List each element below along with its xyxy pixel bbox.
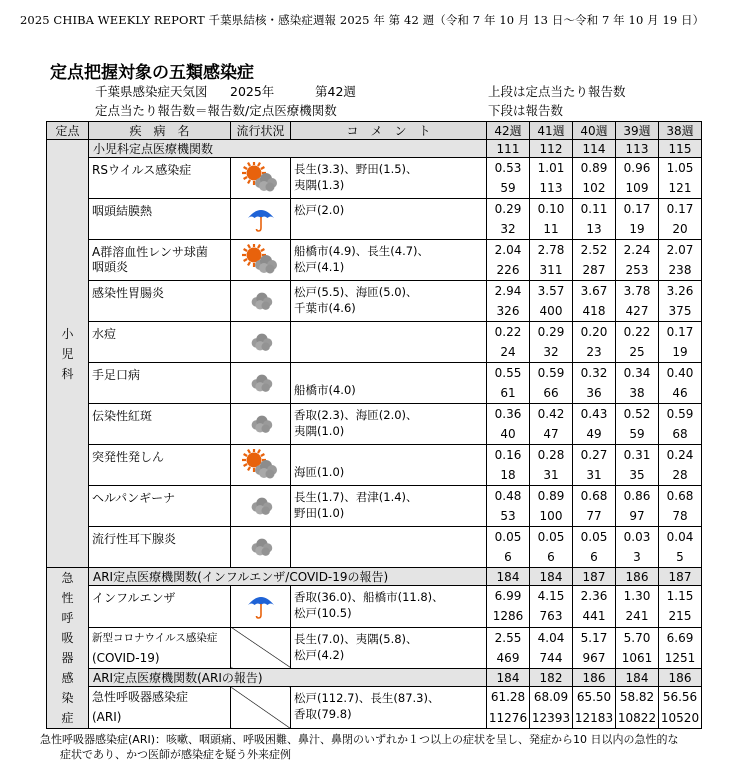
disease-name-text: 感染性胃腸炎 (92, 286, 165, 300)
rate-value: 61.28 (487, 687, 530, 709)
count-value: 23 (573, 343, 616, 363)
rate-value: 0.89 (530, 486, 573, 507)
count-value: 6 (573, 548, 616, 568)
disease-row (47, 486, 702, 507)
count-value: 53 (487, 507, 530, 527)
status-cell (231, 322, 291, 363)
rate-value: 0.32 (573, 363, 616, 384)
comment-line: 長生(3.3)、野田(1.5)、 (294, 162, 418, 176)
umbrella-icon (245, 204, 277, 234)
count-value: 238 (659, 261, 702, 281)
sentinel-group-label (47, 568, 89, 729)
disease-name (89, 627, 231, 669)
count-value: 113 (530, 179, 573, 199)
rate-value: 0.68 (659, 486, 702, 507)
section-label: ARI定点医療機関数(インフルエンザ/COVID-19の報告) (89, 568, 487, 586)
status-cell (231, 158, 291, 199)
rate-value: 3.78 (616, 281, 659, 302)
sun-cloud-icon (242, 244, 280, 276)
count-value: 3 (616, 548, 659, 568)
section-site-count: 184 (616, 669, 659, 687)
count-value: 6 (530, 548, 573, 568)
comment-cell (291, 687, 487, 729)
rate-value: 2.55 (487, 627, 530, 649)
col-sentinel: 定点 (47, 122, 89, 140)
count-value: 400 (530, 302, 573, 322)
disease-name (89, 445, 231, 486)
count-value: 12393 (530, 709, 573, 729)
rate-value: 0.17 (659, 322, 702, 343)
count-value: 469 (487, 649, 530, 669)
disease-name (89, 322, 231, 363)
count-value: 61 (487, 384, 530, 404)
comment-cell (291, 527, 487, 568)
col-week-40: 40週 (573, 122, 616, 140)
sun-cloud-icon (242, 162, 280, 194)
count-value: 47 (530, 425, 573, 445)
year-label: 2025年 (230, 84, 275, 99)
count-value: 375 (659, 302, 702, 322)
comment-line: 香取(79.8) (294, 707, 352, 722)
comment-line: 松戸(4.2) (294, 647, 345, 662)
rate-value: 0.17 (616, 199, 659, 220)
weather-map-label: 千葉県感染症天気図 (95, 84, 208, 99)
rate-value: 0.59 (530, 363, 573, 384)
disease-row (47, 445, 702, 466)
count-value: 6 (487, 548, 530, 568)
count-value: 78 (659, 507, 702, 527)
rate-value: 0.68 (573, 486, 616, 507)
week-label: 第42週 (315, 84, 356, 99)
rate-value: 4.04 (530, 627, 573, 649)
section-label: 小児科定点医療機関数 (89, 140, 487, 158)
count-value: 967 (573, 649, 616, 669)
group-char: 症 (61, 711, 74, 725)
status-cell (231, 586, 291, 628)
status-cell (231, 687, 291, 729)
disease-name-line: 咽頭炎 (92, 260, 129, 274)
rate-value: 1.01 (530, 158, 573, 179)
rate-value: 3.26 (659, 281, 702, 302)
rate-value: 0.43 (573, 404, 616, 425)
disease-name (89, 687, 231, 729)
col-comment: コ メ ン ト (291, 122, 487, 140)
rate-value: 2.78 (530, 240, 573, 261)
count-value: 1286 (487, 607, 530, 627)
section-site-count: 184 (487, 669, 530, 687)
group-char: 呼 (61, 611, 74, 625)
count-value: 31 (530, 466, 573, 486)
group-char: 小 (61, 326, 74, 341)
rate-value: 3.57 (530, 281, 573, 302)
comment-line: 松戸(2.0) (294, 203, 345, 217)
disease-name (89, 363, 231, 404)
section-site-count: 184 (487, 568, 530, 586)
count-value: 59 (616, 425, 659, 445)
section-site-count: 187 (659, 568, 702, 586)
rate-value: 0.05 (573, 527, 616, 548)
count-value: 19 (616, 220, 659, 240)
disease-row (47, 158, 702, 179)
disease-row (47, 586, 702, 608)
comment-line: 長生(7.0)、夷隅(5.8)、 (294, 631, 418, 646)
rate-value: 5.70 (616, 627, 659, 649)
disease-name-line: A群溶血性レンサ球菌 (92, 245, 208, 259)
section-site-count: 187 (573, 568, 616, 586)
section-site-count: 112 (530, 140, 573, 158)
disease-row (47, 687, 702, 709)
rate-value: 0.04 (659, 527, 702, 548)
count-value: 19 (659, 343, 702, 363)
disease-name-sub: (COVID-19) (92, 650, 160, 665)
rate-value: 0.40 (659, 363, 702, 384)
rate-value: 0.36 (487, 404, 530, 425)
rate-value: 58.82 (616, 687, 659, 709)
disease-row (47, 322, 702, 343)
comment-cell (291, 627, 487, 669)
status-cell (231, 486, 291, 527)
status-cell (231, 199, 291, 240)
comment-cell (291, 199, 487, 240)
report-header: 2025 CHIBA WEEKLY REPORT 千葉県結核・感染症週報 2025 年 第 42 週（令和 7 年 10 月 13 日～令和 7 年 10 月 19 日） (20, 13, 705, 27)
disease-name (89, 158, 231, 199)
rate-value: 0.29 (530, 322, 573, 343)
rate-value: 0.42 (530, 404, 573, 425)
count-value: 28 (659, 466, 702, 486)
rate-value: 0.31 (616, 445, 659, 466)
count-value: 46 (659, 384, 702, 404)
rate-value: 0.11 (573, 199, 616, 220)
count-value: 226 (487, 261, 530, 281)
upper-note: 上段は定点当たり報告数 (488, 84, 626, 99)
group-char: 器 (61, 651, 74, 665)
rate-value: 1.05 (659, 158, 702, 179)
status-cell (231, 240, 291, 281)
comment-cell (291, 322, 487, 363)
disease-name-text: 咽頭結膜熱 (92, 204, 153, 218)
disease-name (89, 486, 231, 527)
group-char: 性 (61, 591, 74, 605)
rate-value: 0.10 (530, 199, 573, 220)
rate-value: 0.53 (487, 158, 530, 179)
disease-name-text: インフルエンザ (92, 591, 176, 605)
rate-value: 65.50 (573, 687, 616, 709)
rate-value: 68.09 (530, 687, 573, 709)
rate-value: 0.29 (487, 199, 530, 220)
status-cell (231, 627, 291, 669)
count-value: 287 (573, 261, 616, 281)
cloud-icon (246, 287, 276, 315)
disease-name-text: 新型コロナウイルス感染症 (92, 631, 218, 644)
count-value: 10520 (659, 709, 702, 729)
comment-line: 香取(36.0)、船橋市(11.8)、 (294, 590, 444, 604)
rate-value: 0.28 (530, 445, 573, 466)
col-status: 流行状況 (231, 122, 291, 140)
rate-value: 0.22 (487, 322, 530, 343)
comment-cell (291, 363, 487, 404)
count-value: 66 (530, 384, 573, 404)
comment-line: 船橋市(4.9)、長生(4.7)、 (294, 244, 430, 258)
lower-note: 下段は報告数 (488, 103, 564, 118)
rate-value: 6.99 (487, 586, 530, 608)
rate-value: 2.04 (487, 240, 530, 261)
comment-cell (291, 586, 487, 628)
disease-name (89, 240, 231, 281)
comment-line (294, 366, 483, 382)
section-site-count: 114 (573, 140, 616, 158)
count-value: 102 (573, 179, 616, 199)
weekly-report-table (46, 121, 702, 729)
disease-row (47, 363, 702, 384)
comment-line (294, 448, 483, 464)
comment-line: 松戸(5.5)、海匝(5.0)、 (294, 285, 418, 299)
section-row (47, 568, 702, 586)
count-value: 427 (616, 302, 659, 322)
rate-value: 56.56 (659, 687, 702, 709)
count-value: 10822 (616, 709, 659, 729)
disease-row (47, 281, 702, 302)
disease-name-text: RSウイルス感染症 (92, 163, 192, 177)
page-title: 定点把握対象の五類感染症 (50, 63, 254, 83)
count-value: 109 (616, 179, 659, 199)
comment-line: 海匝(1.0) (294, 465, 345, 479)
section-site-count: 184 (530, 568, 573, 586)
count-value: 36 (573, 384, 616, 404)
disease-row (47, 627, 702, 649)
disease-name-text: 伝染性紅斑 (92, 409, 153, 423)
rate-value: 0.16 (487, 445, 530, 466)
count-value: 763 (530, 607, 573, 627)
disease-name-text: 流行性耳下腺炎 (92, 532, 177, 546)
count-value: 253 (616, 261, 659, 281)
comment-cell (291, 240, 487, 281)
count-value: 32 (530, 343, 573, 363)
disease-name (89, 199, 231, 240)
section-site-count: 113 (616, 140, 659, 158)
section-row (47, 669, 702, 687)
disease-name (89, 281, 231, 322)
section-row (47, 140, 702, 158)
count-value: 35 (616, 466, 659, 486)
umbrella-icon (245, 591, 277, 621)
cloud-icon (246, 533, 276, 561)
disease-name-sub: (ARI) (92, 710, 122, 725)
count-value: 11276 (487, 709, 530, 729)
count-value: 100 (530, 507, 573, 527)
comment-line: 香取(2.3)、海匝(2.0)、 (294, 408, 418, 422)
rate-value: 2.36 (573, 586, 616, 608)
disease-name-text: 突発性発しん (92, 450, 165, 464)
count-value: 77 (573, 507, 616, 527)
col-week-42: 42週 (487, 122, 530, 140)
section-label: ARI定点医療機関数(ARIの報告) (89, 669, 487, 687)
count-value: 25 (616, 343, 659, 363)
section-site-count: 186 (573, 669, 616, 687)
comment-line: 松戸(10.5) (294, 606, 352, 620)
comment-line: 千葉市(4.6) (294, 301, 356, 315)
count-value: 1251 (659, 649, 702, 669)
sentinel-group-label (47, 140, 89, 568)
count-value: 11 (530, 220, 573, 240)
count-value: 326 (487, 302, 530, 322)
comment-line: 船橋市(4.0) (294, 383, 356, 397)
comment-line: 野田(1.0) (294, 506, 345, 520)
disease-row (47, 404, 702, 425)
count-value: 49 (573, 425, 616, 445)
comment-cell (291, 281, 487, 322)
status-cell (231, 281, 291, 322)
rate-value: 0.34 (616, 363, 659, 384)
rate-value: 0.96 (616, 158, 659, 179)
count-value: 13 (573, 220, 616, 240)
group-char: 染 (61, 691, 74, 705)
count-value: 311 (530, 261, 573, 281)
count-value: 59 (487, 179, 530, 199)
count-value: 1061 (616, 649, 659, 669)
comment-cell (291, 404, 487, 445)
rate-value: 4.15 (530, 586, 573, 608)
comment-cell (291, 445, 487, 486)
count-value: 18 (487, 466, 530, 486)
count-value: 744 (530, 649, 573, 669)
rate-value: 0.24 (659, 445, 702, 466)
rate-value: 1.30 (616, 586, 659, 608)
col-week-38: 38週 (659, 122, 702, 140)
footnote (40, 732, 679, 762)
group-char: 感 (61, 671, 74, 685)
status-cell (231, 404, 291, 445)
rate-value: 0.86 (616, 486, 659, 507)
rate-value: 0.03 (616, 527, 659, 548)
comment-cell (291, 486, 487, 527)
status-cell (231, 527, 291, 568)
section-site-count: 115 (659, 140, 702, 158)
sun-cloud-icon (242, 449, 280, 481)
count-value: 215 (659, 607, 702, 627)
disease-name-text: 水痘 (92, 327, 117, 341)
count-value: 441 (573, 607, 616, 627)
rate-value: 0.55 (487, 363, 530, 384)
rate-value: 0.22 (616, 322, 659, 343)
count-value: 12183 (573, 709, 616, 729)
cloud-icon (246, 492, 276, 520)
cloud-icon (246, 369, 276, 397)
col-week-39: 39週 (616, 122, 659, 140)
rate-value: 6.69 (659, 627, 702, 649)
count-value: 68 (659, 425, 702, 445)
disease-name-text: 急性呼吸器感染症 (92, 690, 189, 705)
rate-value: 0.20 (573, 322, 616, 343)
cloud-icon (246, 410, 276, 438)
disease-row (47, 199, 702, 220)
rate-value: 2.52 (573, 240, 616, 261)
disease-name (89, 527, 231, 568)
rate-value: 3.67 (573, 281, 616, 302)
rate-value: 1.15 (659, 586, 702, 608)
count-value: 97 (616, 507, 659, 527)
section-site-count: 186 (616, 568, 659, 586)
rate-value: 0.48 (487, 486, 530, 507)
rate-value: 0.27 (573, 445, 616, 466)
group-char: 吸 (61, 631, 74, 645)
count-value: 241 (616, 607, 659, 627)
col-week-41: 41週 (530, 122, 573, 140)
formula-label: 定点当たり報告数＝報告数/定点医療機関数 (95, 103, 337, 118)
comment-line: 夷隅(1.3) (294, 178, 345, 192)
count-value: 38 (616, 384, 659, 404)
section-site-count: 111 (487, 140, 530, 158)
count-value: 5 (659, 548, 702, 568)
rate-value: 0.52 (616, 404, 659, 425)
comment-line: 長生(1.7)、君津(1.4)、 (294, 490, 418, 504)
rate-value: 0.17 (659, 199, 702, 220)
rate-value: 0.05 (530, 527, 573, 548)
group-char: 急 (61, 571, 74, 585)
disease-name (89, 586, 231, 628)
comment-line: 松戸(4.1) (294, 260, 345, 274)
count-value: 31 (573, 466, 616, 486)
count-value: 418 (573, 302, 616, 322)
footnote-line-2: 症状であり、かつ医師が感染症を疑う外来症例 (60, 748, 291, 761)
comment-line: 夷隅(1.0) (294, 424, 345, 438)
group-char: 科 (61, 366, 74, 381)
rate-value: 2.94 (487, 281, 530, 302)
rate-value: 0.89 (573, 158, 616, 179)
rate-value: 2.24 (616, 240, 659, 261)
status-cell (231, 445, 291, 486)
disease-row (47, 527, 702, 548)
count-value: 24 (487, 343, 530, 363)
count-value: 40 (487, 425, 530, 445)
rate-value: 2.07 (659, 240, 702, 261)
footnote-line-1: 急性呼吸器感染症(ARI)：咳嗽、咽頭痛、呼吸困難、鼻汁、鼻閉のいずれか１つ以上の症状を呈し、発症から10 日以内の急性的な (40, 733, 679, 746)
group-char: 児 (61, 346, 74, 361)
col-disease: 疾 病 名 (89, 122, 231, 140)
comment-line: 松戸(112.7)、長生(87.3)、 (294, 691, 440, 706)
status-cell (231, 363, 291, 404)
table-header-row (47, 122, 702, 140)
comment-cell (291, 158, 487, 199)
rate-value: 0.05 (487, 527, 530, 548)
disease-row (47, 240, 702, 261)
section-site-count: 186 (659, 669, 702, 687)
disease-name (89, 404, 231, 445)
cloud-icon (246, 328, 276, 356)
disease-name-text: 手足口病 (92, 368, 141, 382)
section-site-count: 182 (530, 669, 573, 687)
count-value: 32 (487, 220, 530, 240)
rate-value: 0.59 (659, 404, 702, 425)
rate-value: 5.17 (573, 627, 616, 649)
count-value: 121 (659, 179, 702, 199)
disease-name-text: ヘルパンギーナ (92, 491, 176, 505)
count-value: 20 (659, 220, 702, 240)
